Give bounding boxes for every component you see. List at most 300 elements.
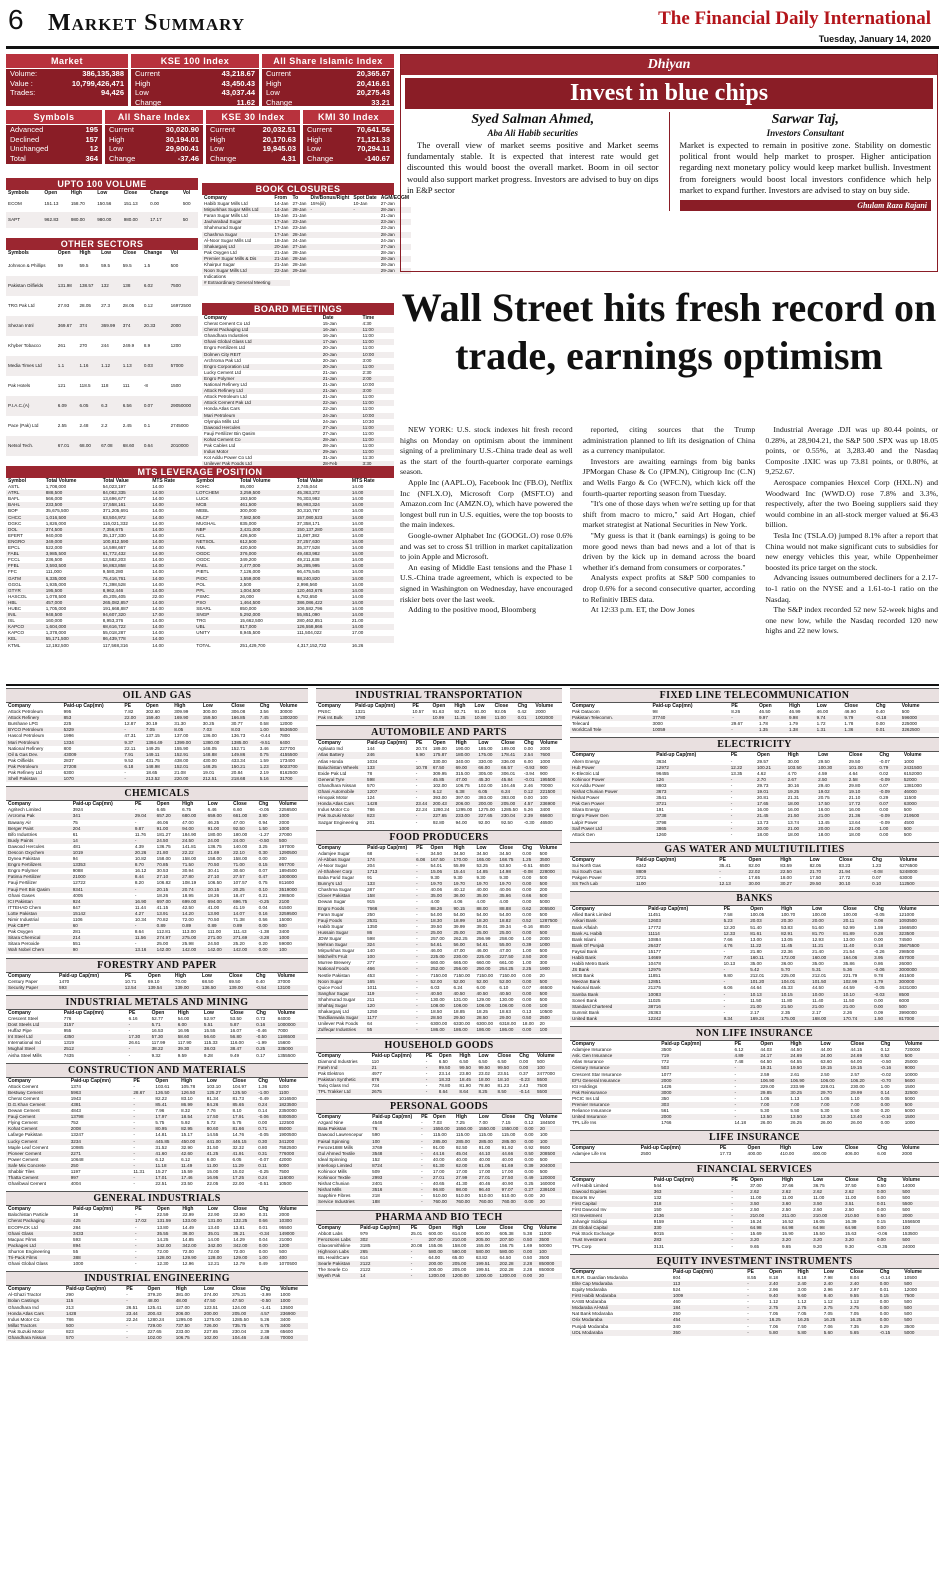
sector-cell: 25.00 [474,930,497,936]
sector-cell: 10.98 [472,715,492,721]
mts-cell: 56,863,858 [101,563,150,569]
sector-cell: 229.00 [760,1083,775,1089]
sector-cell: 16.00 [756,807,769,813]
sector-cell: - [425,1082,428,1088]
sector-grid [6,801,308,953]
sector-cell: 131.00 [206,1218,231,1224]
sector-cell: 10985 [70,1144,84,1150]
sector-cell: 0.73 [256,1015,266,1021]
sector-cell: EFU General Insurance [570,1078,659,1084]
sector-grid [316,1053,562,1096]
sector-cell: 0.00 [524,1193,534,1199]
mts-cell: MCB [194,502,238,508]
sector-cell: -0.46 [256,1028,267,1034]
sector-cell: 0.52 [520,918,537,924]
sector-cell: - [416,936,418,941]
sector-cell: 6.50 [497,1058,507,1064]
sector-cell: 1260 [656,831,667,837]
sector-cell: 5.50 [850,1108,860,1114]
sector-cell: 225 [63,721,72,727]
sector-cell: 230.00 [451,954,474,960]
sector-col-header: Company [8,801,31,808]
sector-cell: 71.50 [180,862,205,868]
sector-cell: 6.38 [454,789,477,795]
sector-cell: 106.00 [818,1078,848,1084]
sector-cell: -9.51 [258,740,278,746]
sector-cell: Crescent Steel [8,1015,39,1021]
sector-cell: 500 [64,1323,124,1329]
sector-col-header: Paid-up Cap(mn) [63,703,104,709]
sector-cell: Bata Pakistan [316,1126,370,1132]
sector-cell: - [133,1132,135,1138]
sector-cell: 9.40 [822,1293,848,1299]
kse30-row [206,125,300,135]
analyst-right-text: Market is expected to remain in positive zone. Stability on domestic political front would help market to prosper. Higher anticipation regarding next monetary policy would keep market bullish. Investment from foreigners would boost local investors confidence which help market to expand further. Investors are advised to stay on buy side. [679,140,931,195]
sector-cell: 158.00 [156,856,171,862]
sector-cell: 11.50 [843,997,855,1003]
sector-cell: 21.10 [848,795,861,801]
sector-cell: 41.30 [455,1181,468,1187]
sector-cell: 1002000 [533,715,562,721]
sectors-right-column [570,688,939,1578]
sector-cell: 3769 [372,1144,383,1150]
kse100-row [131,98,259,108]
sector-cell: 94 [72,856,78,862]
mts-cell: NML [196,545,206,551]
sector-cell: 2.40 [767,1281,795,1287]
sector-row [316,1199,562,1205]
sector-cell: - [424,1065,437,1071]
sector-cell: 15.27 [155,1169,167,1174]
sector-cell: 45.84 [499,777,522,783]
sector-cell: 42000 [278,1156,292,1162]
sector-cell: 1394.49 [144,740,172,746]
sector-cell: 167.50 [429,857,452,863]
sector-cell: 2.39 [260,1328,270,1334]
sector-cell: 6.00 [877,1151,887,1157]
mts-cell: 14.00 [350,539,394,545]
sector-cell: 108.00 [451,1003,474,1009]
sector-cell: 80.60 [205,1126,231,1132]
sector-col-header: Chg [872,856,882,863]
sector-cell: 431.75 [145,757,160,763]
sector-cell: 28.50 [474,1015,497,1021]
sector-cell: 125.50 [231,1090,257,1096]
mts-cell: 14.00 [350,588,394,594]
sector-cell: 2000 [535,709,546,715]
book-closures-cell: Pak Oxygen Ltd [204,249,237,255]
sector-cell: 6.60 [233,807,243,813]
sector-cell: 614 [360,1255,368,1261]
sector-cell: 9.80 [723,973,733,979]
sector-cell: 136.00 [202,733,217,739]
sector-cell: 381.00 [175,1292,190,1298]
sector-cell: 26.51 [126,1304,138,1310]
sector-cell: 85.41 [153,1102,179,1108]
other-sectors-cell: -8 [143,383,148,389]
sector-cell: 5.92 [181,1120,191,1126]
sector-cell: 133 [365,765,414,771]
sector-cell: 5.36 [841,967,872,973]
sector-cell: 21.45 [755,813,786,819]
sector-cell: 35.01 [206,1231,231,1237]
symbols-row [6,154,102,164]
sector-cell: 17772 [648,924,661,930]
sector-cell: Standard Chartered [570,1004,646,1010]
sector-cell: 1566500 [898,924,917,930]
sector-cell: 2.70 [755,777,786,783]
sector-cell: - [723,997,726,1003]
sector-cell: Macpac Films [8,1236,37,1242]
sector-cell: 776 [63,1015,72,1021]
mts-cell: 14.00 [351,581,364,587]
sector-cell: Flying Cement [8,1120,38,1126]
board-meetings-cell: 10:00 [362,382,375,388]
sector-cell: 6.18 [122,764,143,770]
sector-cell: 11.18 [153,1163,179,1169]
book-closures-cell: 28-Jan [292,249,307,255]
sector-cell: 11.00 [750,1194,762,1200]
kmi30-row [303,135,394,145]
sector-cell: 737.50 [174,1323,202,1329]
sector-cell: 52000 [902,777,939,783]
sector-cell: 10059 [651,727,730,733]
other-sectors-cell: 118.5 [79,383,91,389]
sector-cell: 580.00 [450,1249,474,1255]
sector-cell: 3.50 [811,1201,843,1207]
sector-cell: 230.00 [850,1083,865,1089]
mts-cell: INIL [6,612,44,618]
sector-cell: 68.50 [201,978,214,984]
sector-cell: - [128,1028,131,1034]
sector-cell: 29.80 [848,782,861,788]
board-meetings-col-header: Company [204,315,227,321]
sector-cell: Dost Steels Ltd [6,1022,62,1028]
sector-cell: 0.00 [257,947,277,953]
kmi30-value: 71,121.33 [356,134,390,144]
upto100-col-header: Vol [182,190,191,196]
sector-cell: Fateh Ind [316,1065,370,1071]
sector-cell: 81.90 [459,1082,471,1088]
sector-cell: TPL Trakker Ltd [316,1089,370,1095]
sector-cell: - [745,1330,767,1336]
sector-row [316,820,562,826]
sector-cell: Interloop Limited [316,1163,370,1169]
upto100-cell: 151.13 [44,201,59,207]
upto100-col-header: Symbols [8,190,29,196]
sector-cell: 600.00 [475,1230,490,1236]
sector-cell: -3.28 [257,935,277,941]
mts-cell: 35,137,330 [102,532,126,538]
mts-cell: OGDC [194,551,238,557]
other-sectors-cell: 121 [57,383,66,389]
sector-cell: 1.78 [844,721,854,727]
board-meetings-cell: 11:00 [362,442,374,448]
sector-block [6,1271,308,1341]
mts-cell: 68,616,722 [101,624,150,630]
sector-cell: 0.00 [879,831,889,837]
upto100-col-header: High [70,190,82,196]
sector-block [570,1130,939,1157]
board-meetings-cell: 10:00 [361,413,394,419]
sector-col-header: Open [432,740,446,747]
mts-cell: 84,082,335 [101,490,150,496]
other-sectors-row [6,416,198,436]
sector-cell: 9088 [72,868,83,874]
sector-cell: 593 [73,1236,81,1242]
sector-cell: 0.31 [258,1212,268,1218]
sector-cell: 35.21 [231,1231,256,1237]
sector-cell: 500 [902,1194,910,1200]
sector-cell: 204 [367,862,375,868]
sector-col-header: Low [478,740,489,747]
sector-cell: -0.06 [256,1114,277,1120]
board-meetings-cell: 20-Jan [322,345,337,351]
sector-cell: 6342 [636,862,647,868]
sector-cell: 29.04 [133,813,155,819]
sector-col-header: Close [232,1077,247,1084]
sector-col-header: Paid-up Cap(mn) [72,801,113,808]
sector-cell: 5.72 [206,1120,216,1126]
sector-grid [570,857,939,887]
sector-cell: 106.90 [788,1078,818,1084]
mts-cell: FFBL [6,563,44,569]
sector-cell: 379.20 [147,1292,162,1298]
sector-cell: 21.08 [174,770,186,776]
mts-cell: 14.00 [152,520,164,526]
sector-cell: 1000 [277,935,308,941]
sector-cell: 2.19 [259,770,269,776]
sector-row [316,813,562,819]
sector-cell: 136.73 [231,733,246,739]
mts-cell: PAEL [194,563,238,569]
sector-cell: 20 [538,1199,562,1205]
sector-cell: 342.00 [231,1243,256,1249]
sector-cell: 10.99 [431,715,453,721]
sector-block [6,1191,308,1267]
sector-cell: Mirpurkhas Sugar [318,948,355,954]
sector-cell: Honda Atlas Cars [316,801,365,807]
sector-col-header: Open [748,856,762,863]
sector-cell: - [730,795,733,801]
sector-cell: 30.60 [233,868,245,874]
mts-cell: 35,377,528 [296,545,320,551]
sector-cell: 170.74 [841,1016,872,1022]
sector-cell: 283 [652,1237,730,1243]
sector-cell: 55.00 [497,942,520,948]
sector-cell: - [733,1114,759,1120]
sector-cell: -0.50 [880,1059,892,1065]
sector-cell: - [416,984,418,990]
mts-cell: 55,851,090 [295,612,350,618]
sector-cell: -0.26 [874,948,885,954]
sector-cell: 80.95 [153,1126,179,1132]
sector-cell: - [416,1009,418,1015]
sector-cell: 5200 [278,1083,290,1089]
sector-cell: 1550.00 [500,1126,523,1132]
sector-cell: 30.41 [207,868,220,874]
other-sectors-cell: 0.1 [143,423,151,429]
other-sectors-cell: 138.57 [77,276,99,296]
sector-cell: - [734,1108,737,1114]
mts-cell: 14.00 [150,490,194,496]
sector-cell: 112500 [898,881,939,887]
sector-title: FIXED LINE TELECOMMUNICATION [570,688,939,703]
kse30-value: 19,945.03 [262,144,296,154]
sector-cell: 0.00 [524,1169,534,1174]
sector-cell: 115 [64,1298,124,1304]
sector-col-header: Close [844,1145,859,1152]
sector-cell: 3400 [539,807,551,813]
sector-cell: 300.00 [202,709,217,715]
sector-cell: 86 [365,930,414,936]
sector-cell: 15.00 [206,1169,219,1174]
book-closures-cell: 21-Jan [380,213,395,219]
sector-cell: 47.50 [230,1298,258,1304]
sector-cell: 32.90 [181,1144,193,1150]
sector-cell: 1.05 [760,1095,770,1101]
mts-cell: 49,483,982 [295,551,350,557]
kse100-box [131,54,259,106]
sector-cell: 0.39 [523,1163,538,1169]
mts-cell: 1,078,500 [45,593,67,599]
sector-cell: 0.30 [256,1139,277,1145]
sector-cell: 52.00 [451,979,474,985]
mts-cell: PIBTL [196,569,210,575]
sector-cell: 26363 [648,1009,661,1015]
sector-cell: Tariq Glass Ind [318,1082,349,1088]
sector-col-header: Company [8,1077,31,1084]
sector-cell: -0.50 [258,1298,278,1304]
sector-cell: 59000 [279,941,292,947]
sector-cell: Oil & Gas Dev. [6,752,62,758]
sector-cell: - [126,1328,128,1334]
sector-cell: Equity Modaraba [572,1286,607,1292]
mts-cell: 157,080,523 [295,515,350,521]
sector-cell: 0.75 [258,880,268,886]
sector-cell: 0.00 [520,1003,537,1009]
sector-cell: 71.00 [231,862,256,868]
sector-cell: 1374 [70,1083,81,1089]
sector-cell: 3634 [656,758,667,764]
mts-cell: OGDC [196,557,211,563]
book-closures-cell: 27-Jan [380,201,395,207]
sector-col-header: Chg [522,844,533,851]
sector-cell: 11451 [648,912,661,918]
sector-cell: 8.25 [476,1089,495,1095]
sector-cell: 9.87 [133,826,155,832]
sector-cell: Attock Petroleum [8,709,43,715]
mts-cell: 300,000 [239,508,257,514]
sector-cell: 1350 [367,923,378,929]
sector-cell: 957700 [277,862,308,868]
sector-cell: 106.20 [849,1078,879,1084]
sector-cell: -0.25 [258,1169,269,1174]
sector-cell: 9.37 [122,740,143,746]
sector-cell: - [421,1169,423,1174]
sector-col-header: Open [156,801,170,808]
sector-cell: 2.25 [520,966,537,972]
sector-cell: 106.75 [174,1335,202,1341]
sector-cell: 91.00 [474,709,486,715]
sector-cell: 580.00 [498,1249,522,1255]
book-closures-row [202,280,411,286]
sector-cell: 0.02 [879,770,889,776]
article-column-2 [583,425,756,637]
board-meetings-cell: 20-Jan [322,357,337,363]
sector-cell: 510.00 [478,1193,493,1199]
sector-cell: 35.86 [843,961,855,967]
mts-cell: 36,285,995 [295,563,350,569]
sector-col-header: PE [731,703,738,709]
sector-cell: 0.00 [879,1102,903,1108]
sector-cell: 94.00 [180,826,205,832]
sector-cell: 26.00 [850,1120,863,1126]
sector-col-header: High [781,1176,794,1183]
sector-cell: 17.50 [816,801,847,807]
sector-cell: 51.60 [812,924,824,930]
sector-cell: 24.17 [758,1053,788,1059]
sector-cell: 1034 [367,758,378,764]
sector-cell: 10300 [277,1218,308,1224]
sector-cell: 47.00 [182,819,194,825]
sector-cell: 21.00 [810,1004,841,1010]
sector-cell: 40.00 [476,887,488,893]
other-sectors-cell: 1.12 [99,356,121,376]
sector-cell: 34.50 [476,850,488,856]
mts-cell: 7,582,500 [238,515,295,521]
sector-cell: 500 [902,1207,910,1212]
sector-cell: Ghani Automobile [316,789,365,795]
sector-cell: 63000 [902,801,939,807]
sector-cell: 8724 [370,1163,419,1169]
sector-cell: 4.89 [733,1053,759,1059]
sector-cell: 10.71 [124,978,137,984]
sector-cell: 5.90 [414,752,431,758]
sector-cell: 43009 [62,752,123,758]
sector-cell: - [731,1231,733,1237]
sector-cell: 17.91 [231,1114,257,1120]
sector-col-header: Chg [879,1268,890,1275]
sector-cell: 460 [672,1299,681,1305]
mts-cell: 14.00 [152,605,164,611]
sector-cell: Attock Refinery [6,715,62,721]
sector-cell: 0.71 [256,1126,277,1132]
sector-cell: 10.57 [412,709,424,715]
sector-cell: 3721 [636,875,647,881]
mts-cell: 6,782,650 [296,593,318,599]
sector-cell: 35.00 [812,961,824,967]
sector-grid [316,1114,562,1205]
sector-cell: 14669 [646,955,721,961]
sector-cell: 210.00 [450,1237,474,1243]
sector-cell: - [419,1199,431,1205]
sector-cell: -0.09 [877,789,902,795]
article-paragraph: Google-owner Alphabet Inc (GOOGL.O) rose 0.6% and was set to cross $1 trillion in market capitalization to join Apple and Microsoft. [400,530,573,562]
sector-cell: 180.00 [207,831,222,837]
sector-cell: SS Tech Lab [570,881,634,887]
sector-cell: Habib Sugar [318,923,344,929]
sector-cell: 18.20 [474,918,497,924]
sector-cell: -3.94 [523,770,535,776]
sector-cell: 2.59 [760,1071,770,1077]
sector-cell: 9500 [539,1144,551,1150]
mts-cell: 1,705,000 [45,605,67,611]
mts-cell: 26,000 [239,593,254,599]
book-closures-cell: Premier Sugar Mills & Dis [202,256,272,262]
sector-cell: Fatima Fertilizer [6,874,71,880]
kmi30-label: High [307,134,323,144]
